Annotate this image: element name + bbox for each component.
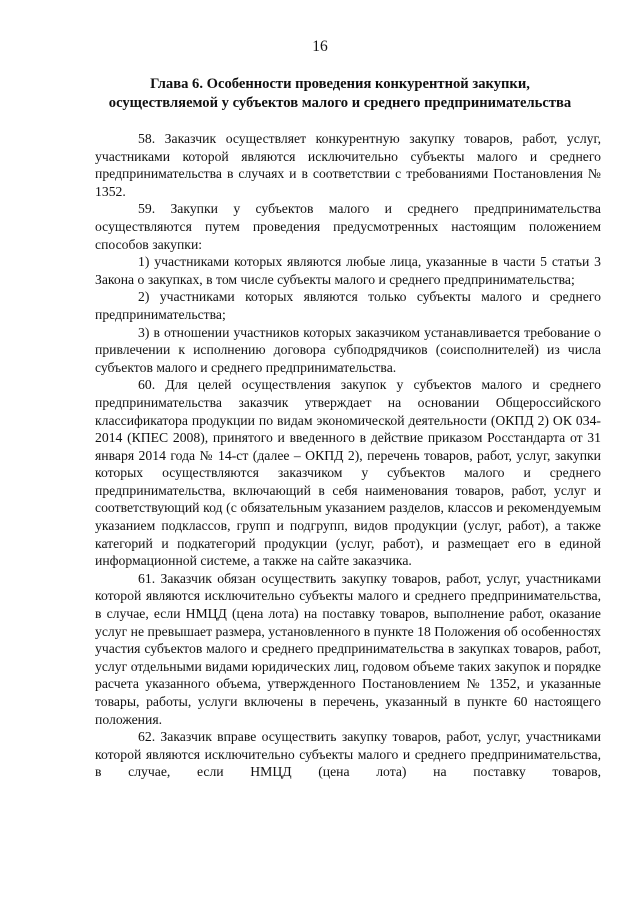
paragraph-59: 59. Закупки у субъектов малого и среднего предпринимательства осуществляются путем проведения предусмотренных настоящим положением способов закупки: <box>95 201 601 252</box>
paragraph-60: 60. Для целей осуществления закупок у субъектов малого и среднего предпринимательства заказчик утверждает на основании Общероссийского классификатора продукции по видам экономической деятельности (ОКПД 2) ОК 034-2014 (КПЕС 2008), принятого и введенного в действие приказом Росстандарта от 31 января 2014 года № 14-ст (далее – ОКПД 2), перечень товаров, работ, услуг, закупки которых осуществляются заказчиком у субъектов малого и среднего предпринимательства, включающий в себя наименования товаров, работ, услуг и соответствующий код (с обязательным указанием разделов, классов и рекомендуемым указанием подклассов, групп и подгрупп, видов продукции (услуг, работ), а также категорий и подкатегорий продукции (услуг, работ), и размещает его в единой информационной системе, а также на сайте заказчика. <box>95 377 601 569</box>
chapter-title <box>60 75 620 113</box>
chapter-title-line-1: Глава 6. Особенности проведения конкурентной закупки, <box>150 76 530 92</box>
paragraph-58: 58. Заказчик осуществляет конкурентную закупку товаров, работ, услуг, участниками которой являются исключительно субъекты малого и среднего предпринимательства в случаях и в соответствии с требованиями Постановления № 1352. <box>95 131 601 199</box>
paragraph-62: 62. Заказчик вправе осуществить закупку товаров, работ, услуг, участниками которой являются исключительно субъекты малого и среднего предпринимательства, в случае, если НМЦД (цена лота) на поставку товаров, <box>95 729 601 780</box>
chapter-title-line-2: осуществляемой у субъектов малого и среднего предпринимательства <box>108 95 572 111</box>
document-body <box>95 130 601 781</box>
paragraph-61: 61. Заказчик обязан осуществить закупку товаров, работ, услуг, участниками которой являются исключительно субъекты малого и среднего предпринимательства, в случае, если НМЦД (цена лота) на поставку товаров, выполнение работ, оказание услуг не превышает размера, установленного в пункте 18 Положения об особенностях участия субъектов малого и среднего предпринимательства в закупках товаров, работ, услуг отдельными видами юридических лиц, годовом объеме таких закупок и порядке расчета указанного объема, утвержденного Постановлением № 1352, и указанные товары, работы, услуги включены в перечень, указанный в пункте 60 настоящего положения. <box>95 570 601 727</box>
page-number: 16 <box>312 38 328 55</box>
list-item-2: 2) участниками которых являются только субъекты малого и среднего предпринимательства; <box>95 289 601 322</box>
list-item-3: 3) в отношении участников которых заказчиком устанавливается требование о привлечении к исполнению договора субподрядчиков (соисполнителей) из числа субъектов малого и среднего предпринимательства. <box>95 324 601 375</box>
list-item-1: 1) участниками которых являются любые лица, указанные в части 5 статьи 3 Закона о закупках, в том числе субъекты малого и среднего предпринимательства; <box>95 254 601 287</box>
